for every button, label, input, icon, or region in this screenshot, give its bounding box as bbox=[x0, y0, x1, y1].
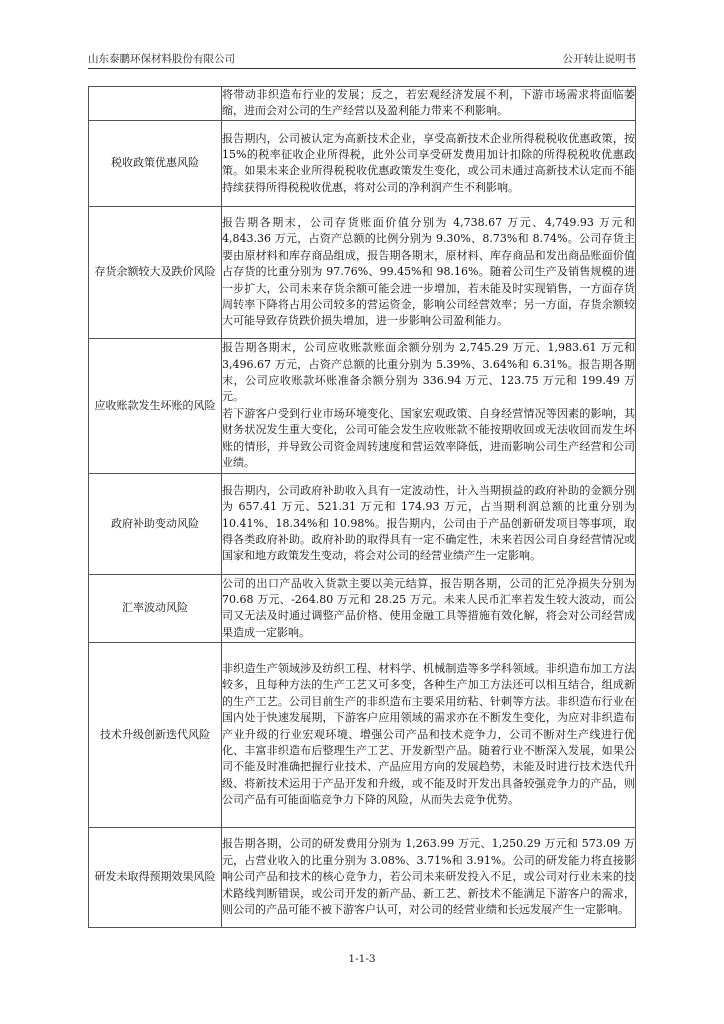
risk-paragraph: 若下游客户受到行业市场环境变化、国家宏观政策、自身经营情况等因素的影响，其财务状况发生重大变化，公司可能会发生应收账款不能按期收回或无法收回而发生坏账的情形，并导致公司资金周转速度和营运效率降低，进而影响公司生产经营和公司业绩。 bbox=[222, 406, 635, 470]
risk-paragraph: 报告期内，公司被认定为高新技术企业，享受高新技术企业所得税税收优惠政策，按 15%的税率征收企业所得税，此外公司享受研发费用加计扣除的所得税税收优惠政策。如果未来企业所得税税收优惠政策发生变化，或公司未通过高新技术认定而不能持续获得所得税税收优惠，将对公司的净利润产生不利影响。 bbox=[222, 131, 635, 194]
table-row bbox=[89, 473, 636, 574]
risk-name bbox=[89, 87, 222, 121]
risk-paragraph: 报告期内，公司政府补助收入具有一定波动性，计入当期损益的政府补助的金额分别为 657.41 万元、521.31 万元和 174.93 万元，占当期利润总额的比重分别为 10.41%、18.34%和 10.98%。报告期内，公司由于产品创新研发项目等事项，取得各类政府补助。政府补助的取得具有一定不确定性，未来若因公司自身经营情况或国家和地方政策发生变动，将会对公司的经营业绩产生一定影响。 bbox=[222, 483, 635, 563]
page-number: 1-1-3 bbox=[348, 953, 376, 965]
risk-name: 税收政策优惠风险 bbox=[89, 120, 222, 206]
table-row bbox=[89, 827, 636, 927]
table-row bbox=[89, 206, 636, 338]
risk-description bbox=[222, 473, 636, 574]
risk-name: 应收账款发生坏账的风险 bbox=[89, 338, 222, 473]
risk-paragraph: 非织造生产领域涉及纺织工程、材料学、机械制造等多学科领域。非织造布加工方法较多，且每种方法的生产工艺又可多变，各种生产加工方法还可以相互结合，组成新的生产工艺。公司目前生产的非织造布主要采用纺粘、针刺等方法。非织造布行业在国内处于快速发展期，下游客户应用领域的需求亦在不断发生变化，为应对非织造布产业升级的行业宏观环境、增强公司产品和技术竞争力，公司不断对生产线进行优化、丰富非织造布后整理生产工艺、开发新型产品。随着行业不断深入发展，如果公司不能及时准确把握行业技术、产品应用方向的发展趋势，未能及时进行技术迭代升级、将新技术运用于产品开发和升级，或不能及时开发出具备较强竞争力的产品，则公司产品有可能面临竞争力下降的风险，从而失去竞争优势。 bbox=[222, 661, 635, 807]
risk-description bbox=[222, 87, 636, 121]
risk-description bbox=[222, 827, 636, 927]
risk-description bbox=[222, 642, 636, 827]
table-row bbox=[89, 87, 636, 121]
risk-paragraph: 公司的出口产品收入货款主要以美元结算，报告期各期，公司的汇兑净损失分别为 70.68 万元、-264.80 万元和 28.25 万元。未来人民币汇率若发生较大波动，而公司又无法及时通过调整产品价格、使用金融工具等措施有效化解，将会对公司经营成果造成一定影响。 bbox=[222, 576, 635, 639]
page-header bbox=[88, 51, 636, 67]
risk-name: 汇率波动风险 bbox=[89, 574, 222, 642]
risk-name: 政府补助变动风险 bbox=[89, 473, 222, 574]
company-name: 山东泰鹏环保材料股份有限公司 bbox=[88, 53, 235, 65]
header-rule bbox=[88, 68, 636, 69]
table-row bbox=[89, 642, 636, 827]
risk-paragraph: 报告期各期，公司的研发费用分别为 1,263.99 万元、1,250.29 万元和 573.09 万元，占营业收入的比重分别为 3.08%、3.71%和 3.91%。公司的研发能力将直接影响公司产品和技术的核心竞争力，若公司未来研发投入不足，或公司对行业未来的技术路线判断错误，或公司开发的新产品、新工艺、新技术不能满足下游客户的需求，则公司的产品可能不被下游客户认可，对公司的经营业绩和长远发展产生一定影响。 bbox=[222, 837, 635, 916]
risk-name: 存货余额较大及跌价风险 bbox=[89, 206, 222, 338]
risk-description bbox=[222, 338, 636, 473]
risk-description bbox=[222, 206, 636, 338]
risk-paragraph: 报告期各期末，公司应收账款账面余额分别为 2,745.29 万元、1,983.61 万元和 3,496.67 万元，占资产总额的比重分别为 5.39%、3.64%和 6.31%。报告期各期末，公司应收账款坏账准备余额分别为 336.94 万元、123.75 万元和 199.49 万元。 bbox=[222, 341, 635, 404]
table-row bbox=[89, 120, 636, 206]
risk-paragraph: 将带动非织造布行业的发展；反之，若宏观经济发展不利，下游市场需求将面临萎缩，进而会对公司的生产经营以及盈利能力带来不利影响。 bbox=[222, 88, 635, 118]
risk-table bbox=[88, 86, 636, 928]
risk-paragraph: 报告期各期末，公司存货账面价值分别为 4,738.67 万元、4,749.93 万元和 4,843.36 万元，占资产总额的比例分别为 9.30%、8.73%和 8.74%。公司存货主要由原材料和库存商品组成，报告期各期末，原材料、库存商品和发出商品账面价值占存货的比重分别为 97.76%、99.45%和 98.16%。随着公司生产及销售规模的进一步扩大，公司未来存货余额可能会进一步增加，若未能及时实现销售，一方面存货周转率下降将占用公司较多的营运资金，影响公司经营效率；另一方面，存货余额较大可能导致存货跌价损失增加，进一步影响公司盈利能力。 bbox=[222, 215, 635, 328]
risk-name: 技术升级创新迭代风险 bbox=[89, 642, 222, 827]
risk-name: 研发未取得预期效果风险 bbox=[89, 827, 222, 927]
table-row bbox=[89, 574, 636, 642]
risk-description bbox=[222, 120, 636, 206]
risk-description bbox=[222, 574, 636, 642]
table-row bbox=[89, 338, 636, 473]
document-title: 公开转让说明书 bbox=[562, 53, 636, 65]
